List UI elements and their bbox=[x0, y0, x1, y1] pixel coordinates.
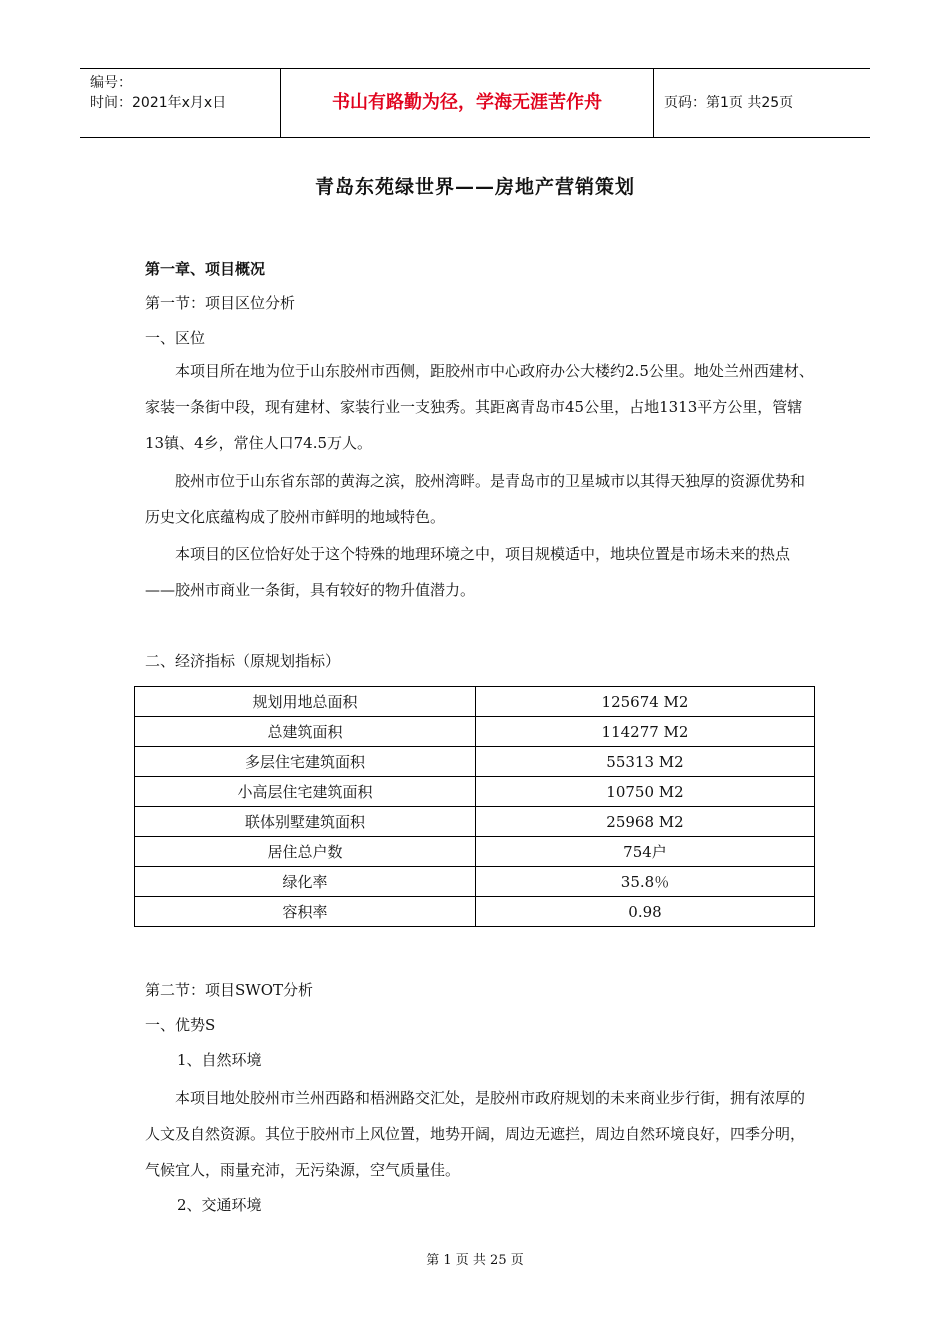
table-cell-value: 25968 M2 bbox=[476, 807, 815, 837]
table-cell-label: 居住总户数 bbox=[135, 837, 476, 867]
table-cell-label: 多层住宅建筑面积 bbox=[135, 747, 476, 777]
table-cell-label: 绿化率 bbox=[135, 867, 476, 897]
chapter-heading: 第一章、项目概况 bbox=[145, 260, 266, 278]
table-row bbox=[135, 687, 815, 717]
paragraph-jiaozhou: 胶州市位于山东省东部的黄海之滨，胶州湾畔。是青岛市的卫星城市以其得天独厚的资源优势和历史文化底蕴构成了胶州市鲜明的地域特色。 bbox=[145, 472, 806, 526]
item-traffic-environment: 2、交通环境 bbox=[177, 1196, 262, 1214]
paragraph-project-area: 本项目的区位恰好处于这个特殊的地理环境之中，项目规模适中，地块位置是市场未来的热点——胶州市商业一条街，具有较好的物升值潜力。 bbox=[145, 545, 791, 599]
table-cell-value: 10750 M2 bbox=[476, 777, 815, 807]
table-cell-label: 小高层住宅建筑面积 bbox=[135, 777, 476, 807]
table-row bbox=[135, 717, 815, 747]
section-heading-swot: 第二节：项目SWOT分析 bbox=[145, 981, 313, 999]
table-cell-value: 35.8％ bbox=[476, 867, 815, 897]
document-title: 青岛东苑绿世界——房地产营销策划 bbox=[314, 176, 635, 198]
header-motto: 书山有路勤为径，学海无涯苦作舟 bbox=[281, 69, 654, 137]
table-row bbox=[135, 747, 815, 777]
paragraph-natural-environment: 本项目地处胶州市兰州西路和梧洲路交汇处，是胶州市政府规划的未来商业步行街，拥有浓厚的人文及自然资源。其位于胶州市上风位置，地势开阔，周边无遮拦，周边自然环境良好，四季分明，气候宜人，雨量充沛，无污染源，空气质量佳。 bbox=[145, 1089, 806, 1179]
table-cell-label: 总建筑面积 bbox=[135, 717, 476, 747]
table-cell-label: 规划用地总面积 bbox=[135, 687, 476, 717]
time-label: 时间：2021年x月x日 bbox=[90, 95, 227, 111]
subheading-economic: 二、经济指标（原规划指标） bbox=[145, 652, 341, 670]
table-cell-value: 125674 M2 bbox=[476, 687, 815, 717]
table-cell-value: 55313 M2 bbox=[476, 747, 815, 777]
item-natural-environment: 1、自然环境 bbox=[177, 1051, 262, 1069]
table-row bbox=[135, 897, 815, 927]
paragraph-location: 本项目所在地为位于山东胶州市西侧，距胶州市中心政府办公大楼约2.5公里。地处兰州西建材、家装一条街中段，现有建材、家装行业一支独秀。其距离青岛市45公里，占地1313平方公里，管辖13镇、4乡，常住人口74.5万人。 bbox=[145, 362, 814, 452]
table-row bbox=[135, 777, 815, 807]
table-cell-label: 容积率 bbox=[135, 897, 476, 927]
page-footer: 第 1 页 共 25 页 bbox=[426, 1253, 524, 1268]
subheading-location: 一、区位 bbox=[145, 329, 206, 347]
economic-indicators-table bbox=[134, 686, 815, 927]
page-header bbox=[80, 68, 870, 138]
table-row bbox=[135, 837, 815, 867]
table-cell-label: 联体别墅建筑面积 bbox=[135, 807, 476, 837]
table-row bbox=[135, 807, 815, 837]
table-cell-value: 754户 bbox=[476, 837, 815, 867]
number-label: 编号： bbox=[90, 75, 132, 91]
header-meta bbox=[80, 69, 281, 137]
header-page-info: 页码：第1页 共25页 bbox=[664, 95, 794, 111]
table-row bbox=[135, 867, 815, 897]
subheading-strength: 一、优势S bbox=[145, 1016, 216, 1034]
section-heading-location: 第一节：项目区位分析 bbox=[145, 294, 296, 312]
table-cell-value: 0.98 bbox=[476, 897, 815, 927]
table-cell-value: 114277 M2 bbox=[476, 717, 815, 747]
